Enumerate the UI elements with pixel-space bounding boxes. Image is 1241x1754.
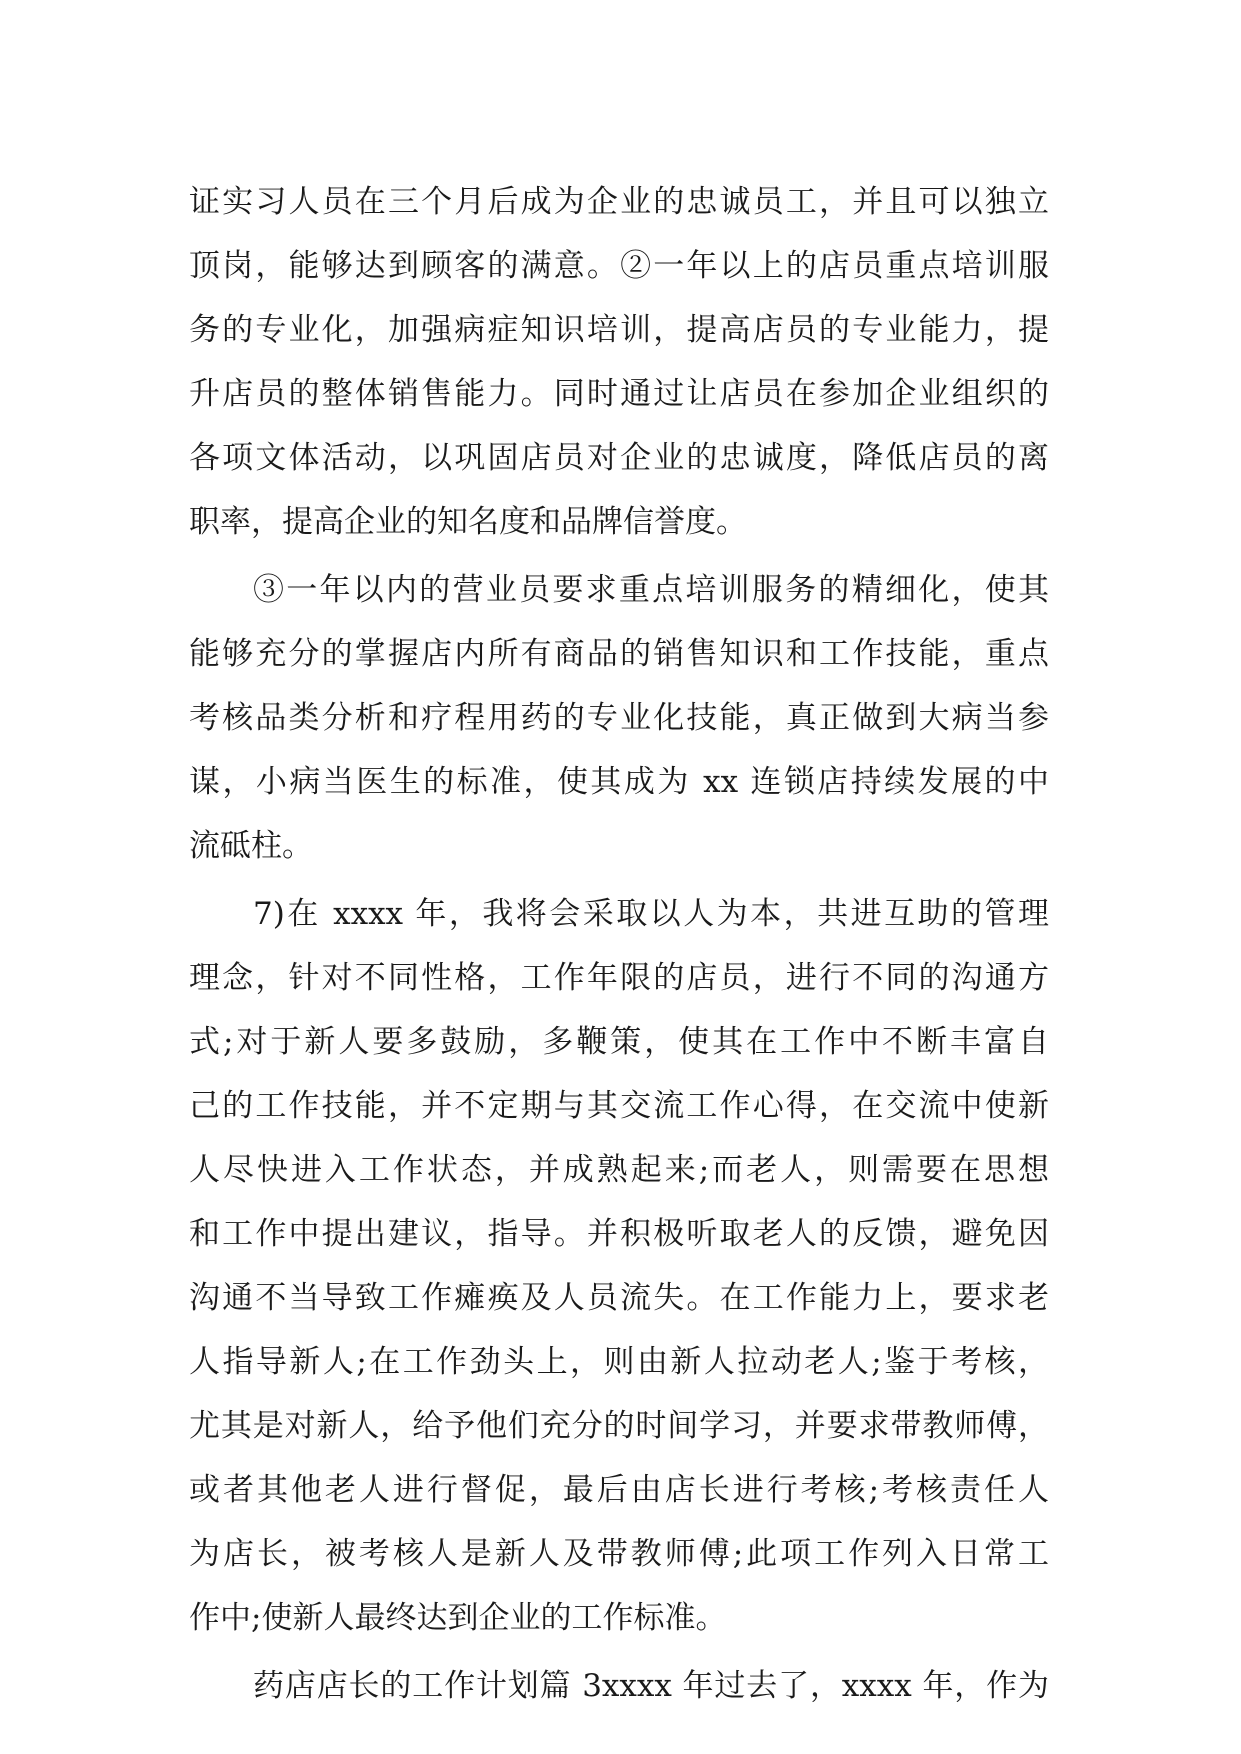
text-line: 式;对于新人要多鼓励，多鞭策，使其在工作中不断丰富自	[189, 1024, 1049, 1060]
text-line: 为店长，被考核人是新人及带教师傅;此项工作列入日常工	[189, 1536, 1049, 1572]
text-line: 考核品类分析和疗程用药的专业化技能，真正做到大病当参	[189, 700, 1049, 736]
text-line: 流砥柱。	[189, 828, 313, 864]
text-line: 沟通不当导致工作瘫痪及人员流失。在工作能力上，要求老	[189, 1280, 1049, 1316]
paragraph	[189, 1654, 1049, 1718]
text-line: 升店员的整体销售能力。同时通过让店员在参加企业组织的	[189, 376, 1049, 412]
paragraph	[189, 558, 1049, 878]
text-line: 职率，提高企业的知名度和品牌信誉度。	[189, 504, 747, 540]
text-line: 顶岗，能够达到顾客的满意。②一年以上的店员重点培训服	[189, 248, 1049, 284]
text-line: 或者其他老人进行督促，最后由店长进行考核;考核责任人	[189, 1472, 1049, 1508]
paragraph	[189, 170, 1049, 554]
text-line: 己的工作技能，并不定期与其交流工作心得，在交流中使新	[189, 1088, 1049, 1124]
paragraph	[189, 882, 1049, 1650]
text-line: 理念，针对不同性格，工作年限的店员，进行不同的沟通方	[189, 960, 1049, 996]
text-line: 务的专业化，加强病症知识培训，提高店员的专业能力，提	[189, 312, 1049, 348]
text-line: 7)在 xxxx 年，我将会采取以人为本，共进互助的管理	[253, 896, 1049, 932]
text-line: 各项文体活动，以巩固店员对企业的忠诚度，降低店员的离	[189, 440, 1049, 476]
text-line: 尤其是对新人，给予他们充分的时间学习，并要求带教师傅，	[189, 1408, 1049, 1444]
text-line: 作中;使新人最终达到企业的工作标准。	[189, 1600, 727, 1636]
text-line: 证实习人员在三个月后成为企业的忠诚员工，并且可以独立	[189, 184, 1049, 220]
text-line: 药店店长的工作计划篇 3xxxx 年过去了，xxxx 年，作为	[253, 1668, 1049, 1704]
text-line: 人指导新人;在工作劲头上，则由新人拉动老人;鉴于考核，	[189, 1344, 1049, 1380]
document-body	[189, 170, 1049, 1718]
text-line: 和工作中提出建议，指导。并积极听取老人的反馈，避免因	[189, 1216, 1049, 1252]
text-line: 谋，小病当医生的标准，使其成为 xx 连锁店持续发展的中	[189, 764, 1049, 800]
text-line: ③一年以内的营业员要求重点培训服务的精细化，使其	[253, 572, 1049, 608]
text-line: 能够充分的掌握店内所有商品的销售知识和工作技能，重点	[189, 636, 1049, 672]
text-line: 人尽快进入工作状态，并成熟起来;而老人，则需要在思想	[189, 1152, 1049, 1188]
